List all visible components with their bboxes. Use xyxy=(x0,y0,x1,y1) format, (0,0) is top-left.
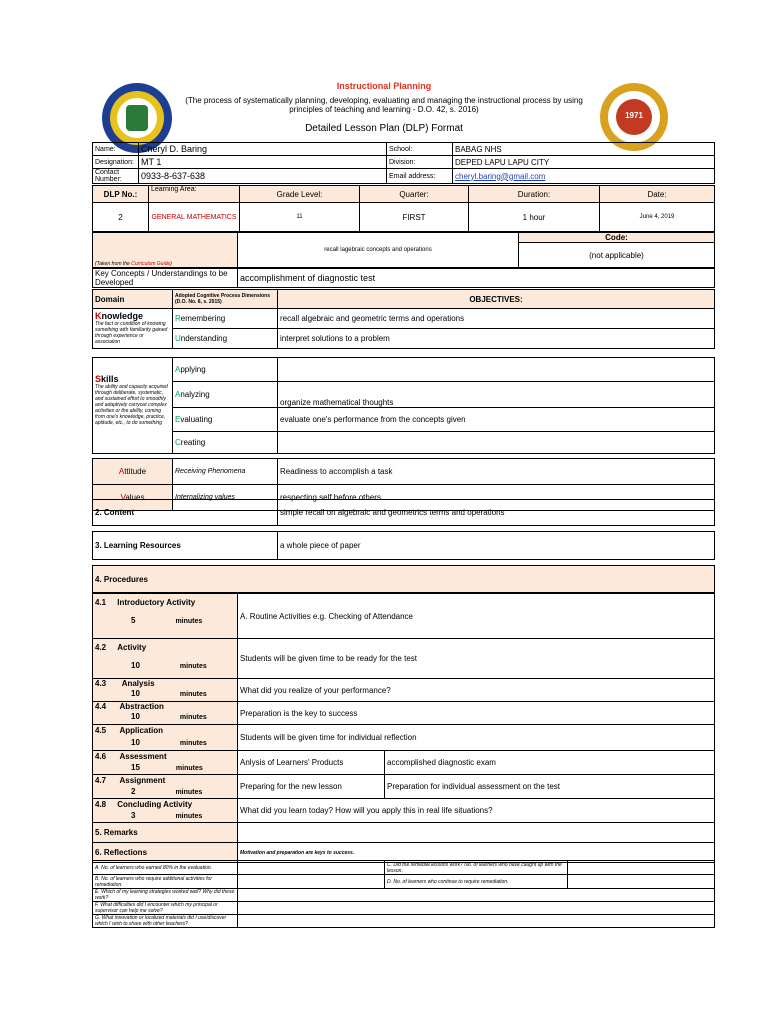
procedure-4-1: 4.1 Introductory Activity 5 minutes xyxy=(93,594,238,639)
designation-value: MT 1 xyxy=(139,156,387,169)
school-seal xyxy=(600,83,668,151)
taken-from-cell: (Taken from the Curriculum Guide) xyxy=(93,233,238,268)
date-label: Date: xyxy=(600,186,715,203)
reflection-f: F. What difficulties did I encounter which my principal or supervisor can help me solve? xyxy=(93,902,238,915)
reflection-c: C. Did the remedial lessons work? No. of learners who have caught up with the lesson. xyxy=(385,861,568,875)
values-objective: respecting self before others xyxy=(278,485,715,511)
code-label: Code: xyxy=(519,233,715,243)
procedure-4-2: 4.2 Activity 10 minutes xyxy=(93,639,238,679)
learning-area-value: GENERAL MATHEMATICS xyxy=(149,203,240,232)
competency-text: recall lagebraic concepts and operations xyxy=(238,233,519,268)
grade-level-label: Grade Level: xyxy=(240,186,360,203)
reflection-c-answer xyxy=(568,861,715,875)
procedure-4-6: 4.6 Assessment 15 minutes xyxy=(93,751,238,775)
format-title: Detailed Lesson Plan (DLP) Format xyxy=(305,123,463,134)
reflection-d-answer xyxy=(568,875,715,889)
reflections-label: 6. Reflections xyxy=(93,843,238,863)
dim-analyzing: Analyzing xyxy=(173,382,278,408)
obj-applying xyxy=(278,358,715,382)
attitude-label: Attitude xyxy=(93,459,173,485)
objectives-table xyxy=(92,289,715,511)
knowledge-cell: Knowledge The fact or condition of knowing something with familiarity gained through experience or association xyxy=(93,309,173,349)
reflection-f-answer xyxy=(238,902,715,915)
obj-creating xyxy=(278,432,715,454)
dimensions-header: Adopted Cognitive Process Dimensions (D.O. No. 8, s. 2015) xyxy=(173,290,278,309)
email-value[interactable]: cheryl.baring@gmail.com xyxy=(453,169,715,184)
key-concepts-table xyxy=(92,268,715,288)
reflection-a: A. No. of learners who earned 80% in the evaluation. xyxy=(93,861,238,875)
dim-remembering: Remembering xyxy=(173,309,278,329)
skills-cell: Skills The ability and capacity acquired through deliberate, systematic, and sustained effort to smoothly and adaptively carryout complex activities or the ability, coming from one's knowledge, practice, aptitude, etc., to do something xyxy=(93,358,173,454)
objectives-header: OBJECTIVES: xyxy=(278,290,715,309)
key-concepts-label: Key Concepts / Understandings to be Developed xyxy=(93,269,238,288)
procedure-4-4: 4.4 Abstraction 10 minutes xyxy=(93,702,238,725)
procedure-4-4-text: Preparation is the key to success xyxy=(238,702,715,725)
division-value: DEPED LAPU LAPU CITY xyxy=(453,156,715,169)
obj-understanding: interpret solutions to a problem xyxy=(278,329,715,349)
reflection-b: B. No. of learners who require additional activities for remediation. xyxy=(93,875,238,889)
content-value: simple recall on algebraic and geometrics terms and operations xyxy=(278,500,715,526)
learning-area-label: Learning Area: xyxy=(149,186,240,203)
reflection-g: G. What innovation or localized materials did I use/discover which I wish to share with other teachers? xyxy=(93,915,238,928)
name-label: Name: xyxy=(93,143,139,156)
contact-label: Contact Number: xyxy=(93,169,139,184)
dim-creating: Creating xyxy=(173,432,278,454)
quarter-value: FIRST xyxy=(360,203,469,232)
dlp-no-value: 2 xyxy=(93,203,149,232)
procedure-4-6-text: Anlysis of Learners' Products xyxy=(238,751,385,775)
remarks-label: 5. Remarks xyxy=(93,823,238,843)
dlp-table xyxy=(92,185,715,232)
name-value: Cheryl D. Baring xyxy=(139,143,387,156)
procedures-label: 4. Procedures xyxy=(93,566,715,593)
email-label: Email address: xyxy=(387,169,453,184)
resources-label: 3. Learning Resources xyxy=(93,532,278,560)
obj-evaluating: evaluate one's performance from the concepts given xyxy=(278,408,715,432)
procedure-4-7-text: Preparing for the new lesson xyxy=(238,775,385,799)
teacher-info-table xyxy=(92,142,715,184)
reflection-g-answer xyxy=(238,915,715,928)
procedure-4-6-text2: accomplished diagnostic exam xyxy=(385,751,715,775)
duration-label: Duration: xyxy=(469,186,600,203)
school-seal-year: 1971 xyxy=(625,111,643,120)
page-subtitle-1: (The process of systematically planning, developing, evaluating and managing the instructional process by using xyxy=(185,96,583,105)
attitude-dimension: Receiving Phenomena xyxy=(173,459,278,485)
duration-value: 1 hour xyxy=(469,203,600,232)
page-title: Instructional Planning xyxy=(336,81,432,91)
school-label: School: xyxy=(387,143,453,156)
competency-table xyxy=(92,232,715,268)
content-label: 2. Content xyxy=(93,500,278,526)
contact-value: 0933-8-637-638 xyxy=(139,169,387,184)
division-label: Division: xyxy=(387,156,453,169)
page-subtitle-2: principles of teaching and learning - D.O. 42, s. 2016) xyxy=(289,105,479,114)
content-table xyxy=(92,499,715,593)
procedure-4-5: 4.5 Application 10 minutes xyxy=(93,725,238,751)
grade-level-value: 11 xyxy=(240,203,360,232)
reflection-d: D. No. of learners who continue to require remediation. xyxy=(385,875,568,889)
values-dimension: Internalizing values xyxy=(173,485,278,511)
dlp-no-label: DLP No.: xyxy=(93,186,149,203)
reflection-a-answer xyxy=(238,861,385,875)
procedure-4-8: 4.8 Concluding Activity 3 minutes xyxy=(93,799,238,823)
designation-label: Designation: xyxy=(93,156,139,169)
reflection-questions-table xyxy=(92,860,715,928)
reflection-b-answer xyxy=(238,875,385,889)
procedure-4-7-text2: Preparation for individual assessment on the test xyxy=(385,775,715,799)
remarks-value xyxy=(238,823,715,843)
procedure-4-5-text: Students will be given time for individual reflection xyxy=(238,725,715,751)
resources-value: a whole piece of paper xyxy=(278,532,715,560)
procedure-4-7: 4.7 Assignment 2 minutes xyxy=(93,775,238,799)
domain-header: Domain xyxy=(93,290,173,309)
procedure-4-3: 4.3 Analysis 10 minutes xyxy=(93,679,238,702)
dim-understanding: Understanding xyxy=(173,329,278,349)
reflection-e-answer xyxy=(238,889,715,902)
date-value: June 4, 2019 xyxy=(600,203,715,232)
reflections-value: Motivation and preparation are keys to success. xyxy=(238,843,715,863)
dim-evaluating: Evaluating xyxy=(173,408,278,432)
procedure-4-3-text: What did you realize of your performance? xyxy=(238,679,715,702)
attitude-objective: Readiness to accomplish a task xyxy=(278,459,715,485)
procedure-4-8-text: What did you learn today? How will you apply this in real life situations? xyxy=(238,799,715,823)
procedures-table xyxy=(92,593,715,863)
code-value: (not applicable) xyxy=(519,243,715,268)
obj-remembering: recall algebraic and geometric terms and operations xyxy=(278,309,715,329)
obj-analyzing: organize mathematical thoughts xyxy=(278,382,715,408)
procedure-4-1-text: A. Routine Activities e.g. Checking of Attendance xyxy=(238,594,715,639)
values-label: Values xyxy=(93,485,173,511)
school-value: BABAG NHS xyxy=(453,143,715,156)
dim-applying: Applying xyxy=(173,358,278,382)
quarter-label: Quarter: xyxy=(360,186,469,203)
key-concepts-value: accomplishment of diagnostic test xyxy=(238,269,715,288)
procedure-4-2-text: Students will be given time to be ready for the test xyxy=(238,639,715,679)
reflection-e: E. Which of my learning strategies worked well? Why did these work? xyxy=(93,889,238,902)
